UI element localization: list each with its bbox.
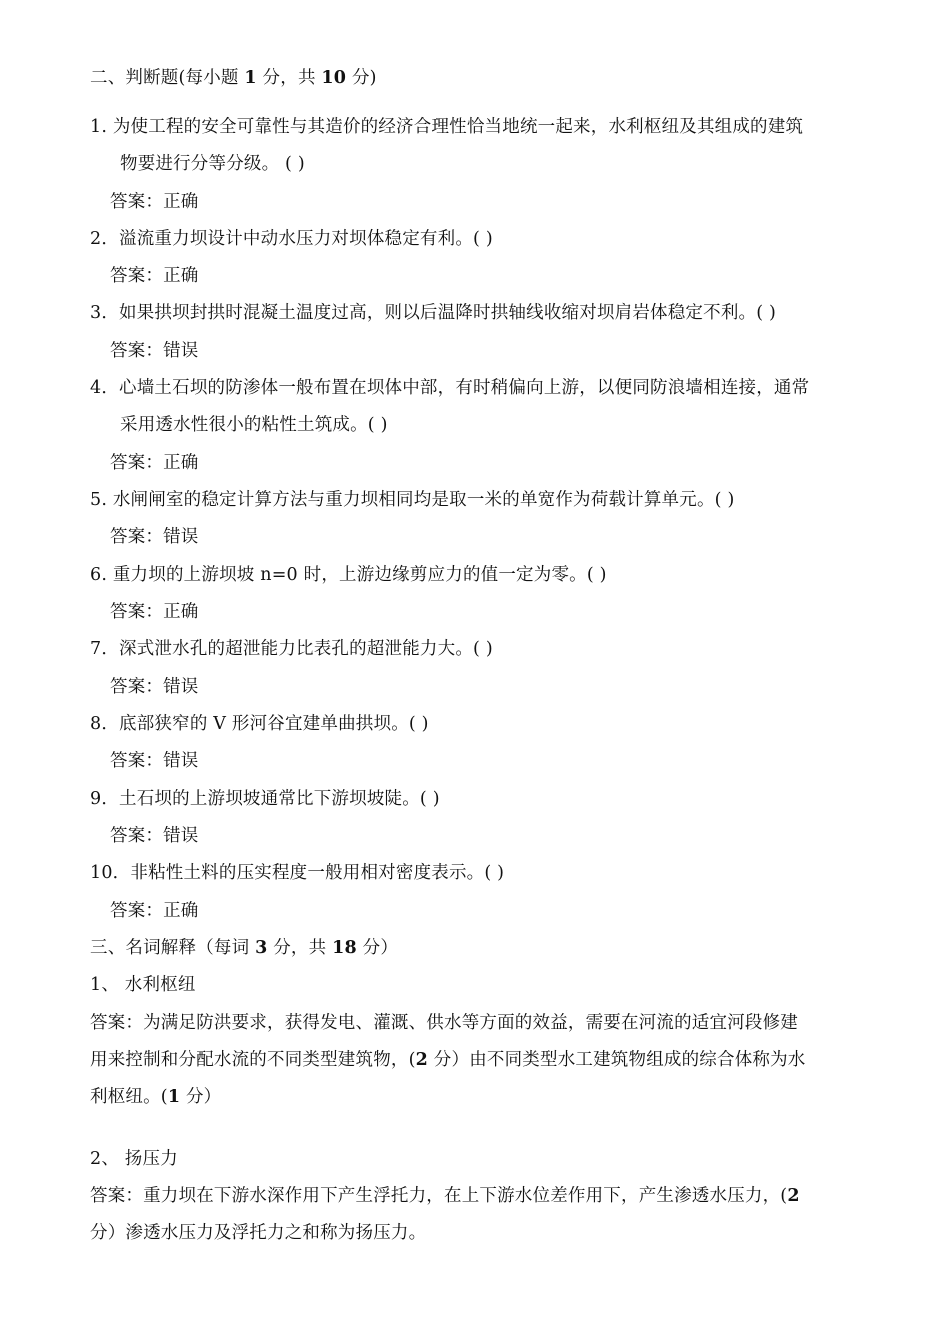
question-10: 10．非粘性土料的压实程度一般用相对密度表示。( ) bbox=[90, 863, 505, 883]
answer-9: 答案：错误 bbox=[110, 826, 199, 846]
term-1-answer-line-3: 利枢纽。(1 分） bbox=[90, 1087, 222, 1107]
question-4-line-2: 采用透水性很小的粘性土筑成。( ) bbox=[120, 415, 388, 435]
answer-7: 答案：错误 bbox=[110, 677, 199, 697]
question-5: 5. 水闸闸室的稳定计算方法与重力坝相同均是取一米的单宽作为荷载计算单元。( ) bbox=[90, 490, 735, 510]
question-4-line-1: 4．心墙土石坝的防渗体一般布置在坝体中部，有时稍偏向上游，以便同防浪墙相连接，通常 bbox=[90, 378, 810, 398]
question-8: 8．底部狭窄的 V 形河谷宜建单曲拱坝。( ) bbox=[90, 714, 429, 734]
answer-2: 答案：正确 bbox=[110, 266, 199, 286]
question-1-line-2: 物要进行分等分级。 ( ) bbox=[120, 154, 305, 174]
question-1-line-1: 1. 为使工程的安全可靠性与其造价的经济合理性恰当地统一起来，水利枢纽及其组成的建筑 bbox=[90, 117, 804, 137]
answer-4: 答案：正确 bbox=[110, 453, 199, 473]
answer-3: 答案：错误 bbox=[110, 341, 199, 361]
section-2-heading: 二、判断题(每小题 1 分，共 10 分) bbox=[90, 68, 377, 88]
question-7: 7．深式泄水孔的超泄能力比表孔的超泄能力大。( ) bbox=[90, 639, 493, 659]
term-1-answer-line-1: 答案：为满足防洪要求，获得发电、灌溉、供水等方面的效益，需要在河流的适宜河段修建 bbox=[90, 1013, 798, 1033]
term-2-title: 2、 扬压力 bbox=[90, 1149, 178, 1169]
term-1-answer-line-2: 用来控制和分配水流的不同类型建筑物，(2 分）由不同类型水工建筑物组成的综合体称为水 bbox=[90, 1050, 806, 1070]
question-3: 3．如果拱坝封拱时混凝土温度过高，则以后温降时拱轴线收缩对坝肩岩体稳定不利。( ) bbox=[90, 303, 777, 323]
answer-8: 答案：错误 bbox=[110, 751, 199, 771]
answer-5: 答案：错误 bbox=[110, 527, 199, 547]
question-2: 2．溢流重力坝设计中动水压力对坝体稳定有利。( ) bbox=[90, 229, 493, 249]
question-9: 9．土石坝的上游坝坡通常比下游坝坡陡。( ) bbox=[90, 789, 440, 809]
answer-6: 答案：正确 bbox=[110, 602, 199, 622]
question-6: 6. 重力坝的上游坝坡 n=0 时，上游边缘剪应力的值一定为零。( ) bbox=[90, 565, 607, 585]
answer-1: 答案：正确 bbox=[110, 192, 199, 212]
term-1-title: 1、 水利枢纽 bbox=[90, 975, 196, 995]
term-2-answer-line-1: 答案：重力坝在下游水深作用下产生浮托力，在上下游水位差作用下，产生渗透水压力，(2 bbox=[90, 1186, 800, 1206]
section-3-heading: 三、名词解释（每词 3 分，共 18 分） bbox=[90, 938, 399, 958]
term-2-answer-line-2: 分）渗透水压力及浮托力之和称为扬压力。 bbox=[90, 1223, 427, 1243]
answer-10: 答案：正确 bbox=[110, 901, 199, 921]
